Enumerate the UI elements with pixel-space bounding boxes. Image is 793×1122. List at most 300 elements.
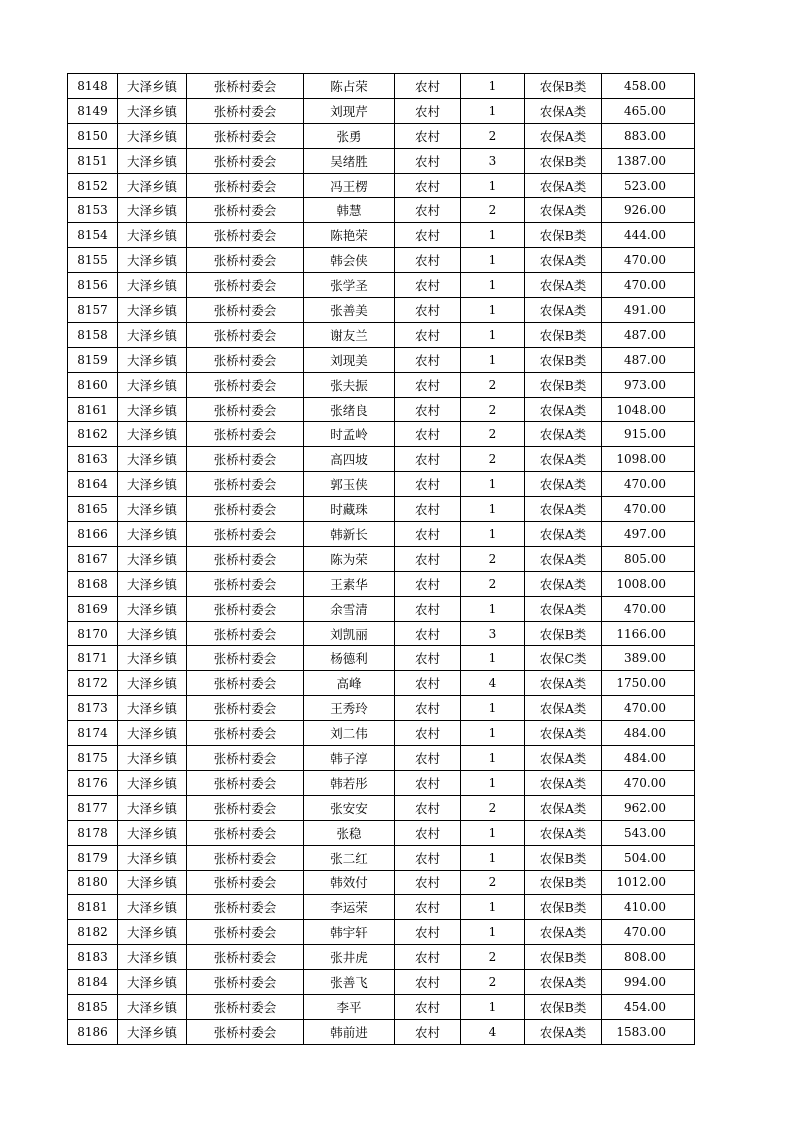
household-type-cell: 农村 bbox=[395, 895, 461, 920]
person-name-cell: 张二红 bbox=[304, 845, 395, 870]
household-type-cell: 农村 bbox=[395, 746, 461, 771]
household-type-cell: 农村 bbox=[395, 497, 461, 522]
table-row bbox=[68, 546, 695, 571]
person-name-cell: 刘现美 bbox=[304, 347, 395, 372]
table-row bbox=[68, 746, 695, 771]
table-row bbox=[68, 447, 695, 472]
village-committee-cell: 张桥村委会 bbox=[187, 646, 304, 671]
insurance-category-cell: 农保A类 bbox=[525, 746, 602, 771]
member-count-cell: 1 bbox=[461, 920, 525, 945]
amount-cell: 491.00 bbox=[602, 298, 695, 323]
township-cell: 大泽乡镇 bbox=[118, 970, 187, 995]
serial-number-cell: 8167 bbox=[68, 546, 118, 571]
township-cell: 大泽乡镇 bbox=[118, 74, 187, 99]
township-cell: 大泽乡镇 bbox=[118, 621, 187, 646]
table-row bbox=[68, 845, 695, 870]
village-committee-cell: 张桥村委会 bbox=[187, 571, 304, 596]
township-cell: 大泽乡镇 bbox=[118, 123, 187, 148]
township-cell: 大泽乡镇 bbox=[118, 845, 187, 870]
household-type-cell: 农村 bbox=[395, 74, 461, 99]
township-cell: 大泽乡镇 bbox=[118, 1019, 187, 1044]
township-cell: 大泽乡镇 bbox=[118, 223, 187, 248]
insurance-category-cell: 农保A类 bbox=[525, 248, 602, 273]
insurance-category-cell: 农保A类 bbox=[525, 198, 602, 223]
village-committee-cell: 张桥村委会 bbox=[187, 472, 304, 497]
person-name-cell: 张勇 bbox=[304, 123, 395, 148]
household-type-cell: 农村 bbox=[395, 372, 461, 397]
village-committee-cell: 张桥村委会 bbox=[187, 994, 304, 1019]
person-name-cell: 冯王楞 bbox=[304, 173, 395, 198]
member-count-cell: 1 bbox=[461, 322, 525, 347]
insurance-category-cell: 农保A类 bbox=[525, 671, 602, 696]
member-count-cell: 1 bbox=[461, 522, 525, 547]
village-committee-cell: 张桥村委会 bbox=[187, 497, 304, 522]
person-name-cell: 郭玉侠 bbox=[304, 472, 395, 497]
serial-number-cell: 8148 bbox=[68, 74, 118, 99]
amount-cell: 1750.00 bbox=[602, 671, 695, 696]
person-name-cell: 韩会侠 bbox=[304, 248, 395, 273]
person-name-cell: 韩子淳 bbox=[304, 746, 395, 771]
serial-number-cell: 8163 bbox=[68, 447, 118, 472]
village-committee-cell: 张桥村委会 bbox=[187, 845, 304, 870]
amount-cell: 808.00 bbox=[602, 945, 695, 970]
serial-number-cell: 8178 bbox=[68, 820, 118, 845]
township-cell: 大泽乡镇 bbox=[118, 522, 187, 547]
amount-cell: 994.00 bbox=[602, 970, 695, 995]
table-row bbox=[68, 248, 695, 273]
serial-number-cell: 8182 bbox=[68, 920, 118, 945]
township-cell: 大泽乡镇 bbox=[118, 497, 187, 522]
household-type-cell: 农村 bbox=[395, 721, 461, 746]
serial-number-cell: 8160 bbox=[68, 372, 118, 397]
member-count-cell: 2 bbox=[461, 447, 525, 472]
table-row bbox=[68, 870, 695, 895]
serial-number-cell: 8164 bbox=[68, 472, 118, 497]
member-count-cell: 1 bbox=[461, 74, 525, 99]
village-committee-cell: 张桥村委会 bbox=[187, 248, 304, 273]
township-cell: 大泽乡镇 bbox=[118, 646, 187, 671]
household-type-cell: 农村 bbox=[395, 596, 461, 621]
insurance-category-cell: 农保A类 bbox=[525, 497, 602, 522]
village-committee-cell: 张桥村委会 bbox=[187, 223, 304, 248]
serial-number-cell: 8154 bbox=[68, 223, 118, 248]
table-row bbox=[68, 74, 695, 99]
village-committee-cell: 张桥村委会 bbox=[187, 173, 304, 198]
insurance-category-cell: 农保A类 bbox=[525, 98, 602, 123]
insurance-category-cell: 农保A类 bbox=[525, 123, 602, 148]
table-row bbox=[68, 522, 695, 547]
table-row bbox=[68, 472, 695, 497]
amount-cell: 926.00 bbox=[602, 198, 695, 223]
township-cell: 大泽乡镇 bbox=[118, 173, 187, 198]
household-type-cell: 农村 bbox=[395, 994, 461, 1019]
amount-cell: 805.00 bbox=[602, 546, 695, 571]
township-cell: 大泽乡镇 bbox=[118, 248, 187, 273]
village-committee-cell: 张桥村委会 bbox=[187, 422, 304, 447]
table-row bbox=[68, 994, 695, 1019]
table-row bbox=[68, 596, 695, 621]
village-committee-cell: 张桥村委会 bbox=[187, 273, 304, 298]
village-committee-cell: 张桥村委会 bbox=[187, 198, 304, 223]
insurance-category-cell: 农保A类 bbox=[525, 970, 602, 995]
township-cell: 大泽乡镇 bbox=[118, 770, 187, 795]
amount-cell: 883.00 bbox=[602, 123, 695, 148]
insurance-category-cell: 农保A类 bbox=[525, 298, 602, 323]
serial-number-cell: 8149 bbox=[68, 98, 118, 123]
village-committee-cell: 张桥村委会 bbox=[187, 447, 304, 472]
amount-cell: 504.00 bbox=[602, 845, 695, 870]
household-type-cell: 农村 bbox=[395, 148, 461, 173]
member-count-cell: 2 bbox=[461, 123, 525, 148]
serial-number-cell: 8168 bbox=[68, 571, 118, 596]
amount-cell: 915.00 bbox=[602, 422, 695, 447]
village-committee-cell: 张桥村委会 bbox=[187, 970, 304, 995]
amount-cell: 523.00 bbox=[602, 173, 695, 198]
table-row bbox=[68, 198, 695, 223]
household-type-cell: 农村 bbox=[395, 198, 461, 223]
household-type-cell: 农村 bbox=[395, 322, 461, 347]
township-cell: 大泽乡镇 bbox=[118, 422, 187, 447]
table-row bbox=[68, 920, 695, 945]
member-count-cell: 2 bbox=[461, 546, 525, 571]
serial-number-cell: 8152 bbox=[68, 173, 118, 198]
member-count-cell: 2 bbox=[461, 970, 525, 995]
amount-cell: 1387.00 bbox=[602, 148, 695, 173]
amount-cell: 458.00 bbox=[602, 74, 695, 99]
person-name-cell: 高四坡 bbox=[304, 447, 395, 472]
household-type-cell: 农村 bbox=[395, 447, 461, 472]
household-type-cell: 农村 bbox=[395, 123, 461, 148]
insurance-category-cell: 农保B类 bbox=[525, 347, 602, 372]
member-count-cell: 1 bbox=[461, 696, 525, 721]
table-row bbox=[68, 322, 695, 347]
table-row bbox=[68, 795, 695, 820]
insurance-category-cell: 农保A类 bbox=[525, 472, 602, 497]
serial-number-cell: 8172 bbox=[68, 671, 118, 696]
member-count-cell: 2 bbox=[461, 422, 525, 447]
township-cell: 大泽乡镇 bbox=[118, 273, 187, 298]
insurance-category-cell: 农保A类 bbox=[525, 820, 602, 845]
serial-number-cell: 8183 bbox=[68, 945, 118, 970]
person-name-cell: 韩效付 bbox=[304, 870, 395, 895]
table-row bbox=[68, 571, 695, 596]
amount-cell: 487.00 bbox=[602, 322, 695, 347]
person-name-cell: 李运荣 bbox=[304, 895, 395, 920]
household-type-cell: 农村 bbox=[395, 472, 461, 497]
insurance-category-cell: 农保A类 bbox=[525, 795, 602, 820]
person-name-cell: 李平 bbox=[304, 994, 395, 1019]
person-name-cell: 韩新长 bbox=[304, 522, 395, 547]
person-name-cell: 张善美 bbox=[304, 298, 395, 323]
insurance-category-cell: 农保A类 bbox=[525, 546, 602, 571]
table-row bbox=[68, 397, 695, 422]
serial-number-cell: 8166 bbox=[68, 522, 118, 547]
village-committee-cell: 张桥村委会 bbox=[187, 148, 304, 173]
township-cell: 大泽乡镇 bbox=[118, 546, 187, 571]
amount-cell: 497.00 bbox=[602, 522, 695, 547]
member-count-cell: 1 bbox=[461, 721, 525, 746]
serial-number-cell: 8165 bbox=[68, 497, 118, 522]
serial-number-cell: 8177 bbox=[68, 795, 118, 820]
serial-number-cell: 8150 bbox=[68, 123, 118, 148]
household-type-cell: 农村 bbox=[395, 770, 461, 795]
member-count-cell: 1 bbox=[461, 646, 525, 671]
township-cell: 大泽乡镇 bbox=[118, 721, 187, 746]
amount-cell: 1012.00 bbox=[602, 870, 695, 895]
household-type-cell: 农村 bbox=[395, 522, 461, 547]
village-committee-cell: 张桥村委会 bbox=[187, 123, 304, 148]
table-row bbox=[68, 273, 695, 298]
member-count-cell: 1 bbox=[461, 820, 525, 845]
table-row bbox=[68, 123, 695, 148]
township-cell: 大泽乡镇 bbox=[118, 447, 187, 472]
village-committee-cell: 张桥村委会 bbox=[187, 795, 304, 820]
person-name-cell: 时孟岭 bbox=[304, 422, 395, 447]
serial-number-cell: 8181 bbox=[68, 895, 118, 920]
member-count-cell: 1 bbox=[461, 298, 525, 323]
table-row bbox=[68, 820, 695, 845]
table-row bbox=[68, 372, 695, 397]
household-type-cell: 农村 bbox=[395, 173, 461, 198]
person-name-cell: 张井虎 bbox=[304, 945, 395, 970]
member-count-cell: 1 bbox=[461, 98, 525, 123]
table-row bbox=[68, 895, 695, 920]
township-cell: 大泽乡镇 bbox=[118, 298, 187, 323]
table-row bbox=[68, 970, 695, 995]
insurance-category-cell: 农保A类 bbox=[525, 596, 602, 621]
township-cell: 大泽乡镇 bbox=[118, 746, 187, 771]
person-name-cell: 陈为荣 bbox=[304, 546, 395, 571]
amount-cell: 470.00 bbox=[602, 920, 695, 945]
township-cell: 大泽乡镇 bbox=[118, 322, 187, 347]
table-row bbox=[68, 1019, 695, 1044]
member-count-cell: 1 bbox=[461, 248, 525, 273]
insurance-category-cell: 农保B类 bbox=[525, 621, 602, 646]
person-name-cell: 张善飞 bbox=[304, 970, 395, 995]
serial-number-cell: 8170 bbox=[68, 621, 118, 646]
table-row bbox=[68, 696, 695, 721]
township-cell: 大泽乡镇 bbox=[118, 920, 187, 945]
township-cell: 大泽乡镇 bbox=[118, 994, 187, 1019]
household-type-cell: 农村 bbox=[395, 273, 461, 298]
village-committee-cell: 张桥村委会 bbox=[187, 522, 304, 547]
household-type-cell: 农村 bbox=[395, 820, 461, 845]
person-name-cell: 陈艳荣 bbox=[304, 223, 395, 248]
insurance-category-cell: 农保B类 bbox=[525, 945, 602, 970]
township-cell: 大泽乡镇 bbox=[118, 596, 187, 621]
member-count-cell: 1 bbox=[461, 895, 525, 920]
table-row bbox=[68, 671, 695, 696]
household-type-cell: 农村 bbox=[395, 298, 461, 323]
table-row bbox=[68, 721, 695, 746]
household-type-cell: 农村 bbox=[395, 945, 461, 970]
person-name-cell: 张稳 bbox=[304, 820, 395, 845]
person-name-cell: 韩若彤 bbox=[304, 770, 395, 795]
serial-number-cell: 8161 bbox=[68, 397, 118, 422]
township-cell: 大泽乡镇 bbox=[118, 870, 187, 895]
township-cell: 大泽乡镇 bbox=[118, 397, 187, 422]
member-count-cell: 2 bbox=[461, 795, 525, 820]
member-count-cell: 2 bbox=[461, 571, 525, 596]
person-name-cell: 刘二伟 bbox=[304, 721, 395, 746]
village-committee-cell: 张桥村委会 bbox=[187, 696, 304, 721]
serial-number-cell: 8159 bbox=[68, 347, 118, 372]
insurance-category-cell: 农保B类 bbox=[525, 74, 602, 99]
village-committee-cell: 张桥村委会 bbox=[187, 945, 304, 970]
amount-cell: 465.00 bbox=[602, 98, 695, 123]
household-type-cell: 农村 bbox=[395, 621, 461, 646]
member-count-cell: 1 bbox=[461, 994, 525, 1019]
member-count-cell: 1 bbox=[461, 223, 525, 248]
table-row bbox=[68, 621, 695, 646]
insurance-category-cell: 农保A类 bbox=[525, 522, 602, 547]
insurance-category-cell: 农保A类 bbox=[525, 721, 602, 746]
insurance-category-cell: 农保A类 bbox=[525, 920, 602, 945]
amount-cell: 470.00 bbox=[602, 770, 695, 795]
member-count-cell: 3 bbox=[461, 621, 525, 646]
amount-cell: 470.00 bbox=[602, 696, 695, 721]
amount-cell: 470.00 bbox=[602, 497, 695, 522]
person-name-cell: 张绪良 bbox=[304, 397, 395, 422]
village-committee-cell: 张桥村委会 bbox=[187, 397, 304, 422]
amount-cell: 389.00 bbox=[602, 646, 695, 671]
household-type-cell: 农村 bbox=[395, 920, 461, 945]
serial-number-cell: 8179 bbox=[68, 845, 118, 870]
amount-cell: 1098.00 bbox=[602, 447, 695, 472]
household-type-cell: 农村 bbox=[395, 347, 461, 372]
insurance-category-cell: 农保B类 bbox=[525, 870, 602, 895]
member-count-cell: 1 bbox=[461, 845, 525, 870]
amount-cell: 484.00 bbox=[602, 721, 695, 746]
serial-number-cell: 8158 bbox=[68, 322, 118, 347]
village-committee-cell: 张桥村委会 bbox=[187, 920, 304, 945]
amount-cell: 444.00 bbox=[602, 223, 695, 248]
amount-cell: 487.00 bbox=[602, 347, 695, 372]
village-committee-cell: 张桥村委会 bbox=[187, 372, 304, 397]
member-count-cell: 2 bbox=[461, 198, 525, 223]
table-row bbox=[68, 646, 695, 671]
person-name-cell: 张夫振 bbox=[304, 372, 395, 397]
insurance-category-cell: 农保B类 bbox=[525, 148, 602, 173]
member-count-cell: 1 bbox=[461, 770, 525, 795]
serial-number-cell: 8169 bbox=[68, 596, 118, 621]
amount-cell: 470.00 bbox=[602, 472, 695, 497]
person-name-cell: 杨德利 bbox=[304, 646, 395, 671]
amount-cell: 1048.00 bbox=[602, 397, 695, 422]
insurance-category-cell: 农保B类 bbox=[525, 223, 602, 248]
member-count-cell: 3 bbox=[461, 148, 525, 173]
serial-number-cell: 8180 bbox=[68, 870, 118, 895]
serial-number-cell: 8157 bbox=[68, 298, 118, 323]
member-count-cell: 2 bbox=[461, 870, 525, 895]
insurance-category-cell: 农保A类 bbox=[525, 397, 602, 422]
member-count-cell: 1 bbox=[461, 746, 525, 771]
village-committee-cell: 张桥村委会 bbox=[187, 820, 304, 845]
member-count-cell: 1 bbox=[461, 497, 525, 522]
household-type-cell: 农村 bbox=[395, 671, 461, 696]
amount-cell: 470.00 bbox=[602, 273, 695, 298]
township-cell: 大泽乡镇 bbox=[118, 671, 187, 696]
table-row bbox=[68, 298, 695, 323]
person-name-cell: 吴绪胜 bbox=[304, 148, 395, 173]
village-committee-cell: 张桥村委会 bbox=[187, 671, 304, 696]
household-type-cell: 农村 bbox=[395, 696, 461, 721]
household-type-cell: 农村 bbox=[395, 546, 461, 571]
person-name-cell: 张安安 bbox=[304, 795, 395, 820]
insurance-category-cell: 农保A类 bbox=[525, 770, 602, 795]
village-committee-cell: 张桥村委会 bbox=[187, 721, 304, 746]
person-name-cell: 余雪清 bbox=[304, 596, 395, 621]
person-name-cell: 韩前进 bbox=[304, 1019, 395, 1044]
amount-cell: 1166.00 bbox=[602, 621, 695, 646]
person-name-cell: 张学圣 bbox=[304, 273, 395, 298]
village-committee-cell: 张桥村委会 bbox=[187, 621, 304, 646]
township-cell: 大泽乡镇 bbox=[118, 696, 187, 721]
village-committee-cell: 张桥村委会 bbox=[187, 322, 304, 347]
insurance-category-cell: 农保A类 bbox=[525, 273, 602, 298]
serial-number-cell: 8151 bbox=[68, 148, 118, 173]
table-row bbox=[68, 497, 695, 522]
serial-number-cell: 8155 bbox=[68, 248, 118, 273]
amount-cell: 470.00 bbox=[602, 248, 695, 273]
member-count-cell: 4 bbox=[461, 1019, 525, 1044]
insurance-category-cell: 农保A类 bbox=[525, 447, 602, 472]
person-name-cell: 刘凯丽 bbox=[304, 621, 395, 646]
household-type-cell: 农村 bbox=[395, 845, 461, 870]
township-cell: 大泽乡镇 bbox=[118, 795, 187, 820]
township-cell: 大泽乡镇 bbox=[118, 820, 187, 845]
relief-roster-table bbox=[67, 73, 695, 1045]
village-committee-cell: 张桥村委会 bbox=[187, 347, 304, 372]
township-cell: 大泽乡镇 bbox=[118, 895, 187, 920]
household-type-cell: 农村 bbox=[395, 248, 461, 273]
person-name-cell: 高峰 bbox=[304, 671, 395, 696]
insurance-category-cell: 农保B类 bbox=[525, 322, 602, 347]
insurance-category-cell: 农保A类 bbox=[525, 1019, 602, 1044]
household-type-cell: 农村 bbox=[395, 970, 461, 995]
household-type-cell: 农村 bbox=[395, 1019, 461, 1044]
serial-number-cell: 8184 bbox=[68, 970, 118, 995]
member-count-cell: 1 bbox=[461, 173, 525, 198]
township-cell: 大泽乡镇 bbox=[118, 945, 187, 970]
amount-cell: 1583.00 bbox=[602, 1019, 695, 1044]
person-name-cell: 王素华 bbox=[304, 571, 395, 596]
member-count-cell: 1 bbox=[461, 273, 525, 298]
insurance-category-cell: 农保B类 bbox=[525, 372, 602, 397]
table-body bbox=[68, 74, 695, 1045]
insurance-category-cell: 农保A类 bbox=[525, 422, 602, 447]
table-row bbox=[68, 422, 695, 447]
village-committee-cell: 张桥村委会 bbox=[187, 596, 304, 621]
table-row bbox=[68, 223, 695, 248]
household-type-cell: 农村 bbox=[395, 98, 461, 123]
village-committee-cell: 张桥村委会 bbox=[187, 895, 304, 920]
household-type-cell: 农村 bbox=[395, 870, 461, 895]
township-cell: 大泽乡镇 bbox=[118, 98, 187, 123]
table-row bbox=[68, 770, 695, 795]
member-count-cell: 1 bbox=[461, 472, 525, 497]
amount-cell: 470.00 bbox=[602, 596, 695, 621]
serial-number-cell: 8185 bbox=[68, 994, 118, 1019]
village-committee-cell: 张桥村委会 bbox=[187, 746, 304, 771]
amount-cell: 962.00 bbox=[602, 795, 695, 820]
household-type-cell: 农村 bbox=[395, 646, 461, 671]
serial-number-cell: 8176 bbox=[68, 770, 118, 795]
insurance-category-cell: 农保B类 bbox=[525, 895, 602, 920]
member-count-cell: 1 bbox=[461, 596, 525, 621]
insurance-category-cell: 农保B类 bbox=[525, 994, 602, 1019]
serial-number-cell: 8171 bbox=[68, 646, 118, 671]
